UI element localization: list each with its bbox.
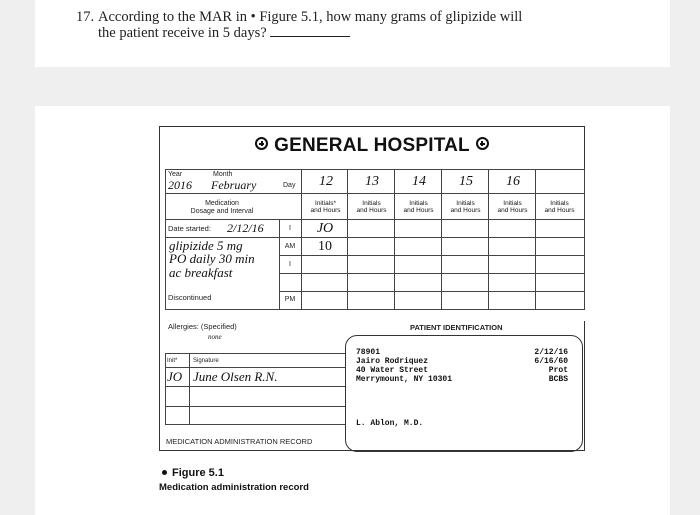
time-label: I (289, 225, 291, 232)
figure-caption: Medication administration record (159, 482, 309, 493)
signature-name: June Olsen R.N. (193, 369, 278, 384)
initials-header: Initials and Hours (544, 200, 575, 214)
record-label: MEDICATION ADMINISTRATION RECORD (166, 437, 313, 446)
med-line-2: PO daily 30 min (169, 251, 255, 266)
entry-hour: 10 (318, 239, 332, 254)
discontinued-label: Discontinued (168, 293, 212, 302)
patient-city: Merrymount, NY 10301 (356, 375, 453, 384)
date-started-label: Date started: (168, 224, 211, 233)
initials-header: Initials and Hours (403, 200, 434, 214)
birth-date: 6/16/60 (534, 357, 568, 366)
patient-id-number: 78901 (356, 348, 381, 357)
signature-grid (165, 353, 345, 433)
time-label: I (289, 261, 291, 268)
med-line-3: ac breakfast (169, 265, 233, 280)
patient-name: Jairo Rodriquez (356, 357, 429, 366)
question-line-1: According to the MAR in • Figure 5.1, how many grams of glipizide will (98, 9, 523, 25)
day-12: 12 (319, 174, 333, 189)
figure-label: Figure 5.1 (162, 467, 224, 479)
bullet-icon (162, 470, 167, 475)
med-line-1: glipizide 5 mg (169, 238, 243, 253)
signature-label: Signature (193, 358, 219, 364)
question-line-2: the patient receive in 5 days? (98, 25, 267, 41)
patient-id-card (345, 335, 583, 452)
admission-date: 2/12/16 (534, 348, 568, 357)
day-15: 15 (459, 174, 473, 189)
day-16: 16 (506, 174, 520, 189)
question-number: 17. (76, 9, 95, 25)
medication-label: Medication (205, 200, 239, 207)
initials-header: Initials and Hours (356, 200, 387, 214)
mar-grid (165, 169, 585, 321)
allergies-value: none (208, 333, 222, 341)
signature-initials: JO (167, 369, 183, 384)
hospital-name: GENERAL HOSPITAL (274, 135, 470, 156)
year-value: 2016 (168, 178, 192, 192)
insurance: BCBS (548, 375, 568, 384)
initials-header: Initials and Hours (450, 200, 481, 214)
time-label-pm: PM (284, 296, 296, 303)
year-label: Year (168, 171, 183, 178)
hospital-title (160, 135, 584, 157)
patient-id-label: PATIENT IDENTIFICATION (410, 323, 503, 332)
patient-street: 40 Water Street (356, 366, 429, 375)
date-started-value: 2/12/16 (227, 221, 264, 235)
question-text (76, 9, 616, 41)
initials-header: Initials* and Hours (310, 200, 341, 214)
hospital-cross-icon (255, 137, 268, 150)
month-value: February (211, 178, 257, 192)
answer-blank[interactable] (270, 25, 350, 37)
allergies-label: Allergies: (Specified) (168, 322, 237, 331)
time-label-am: AM (284, 243, 296, 250)
month-label: Month (213, 171, 233, 178)
day-13: 13 (365, 174, 379, 189)
hospital-cross-icon (476, 137, 489, 150)
initials-header: Initials and Hours (497, 200, 528, 214)
day-label: Day (283, 182, 296, 189)
init-label: Init* (167, 358, 178, 364)
religion: Prot (548, 366, 568, 375)
day-14: 14 (412, 174, 426, 189)
dosage-interval-label: Dosage and Interval (190, 208, 254, 215)
entry-initials: JO (316, 221, 334, 236)
physician: L. Ablon, M.D. (356, 419, 424, 428)
